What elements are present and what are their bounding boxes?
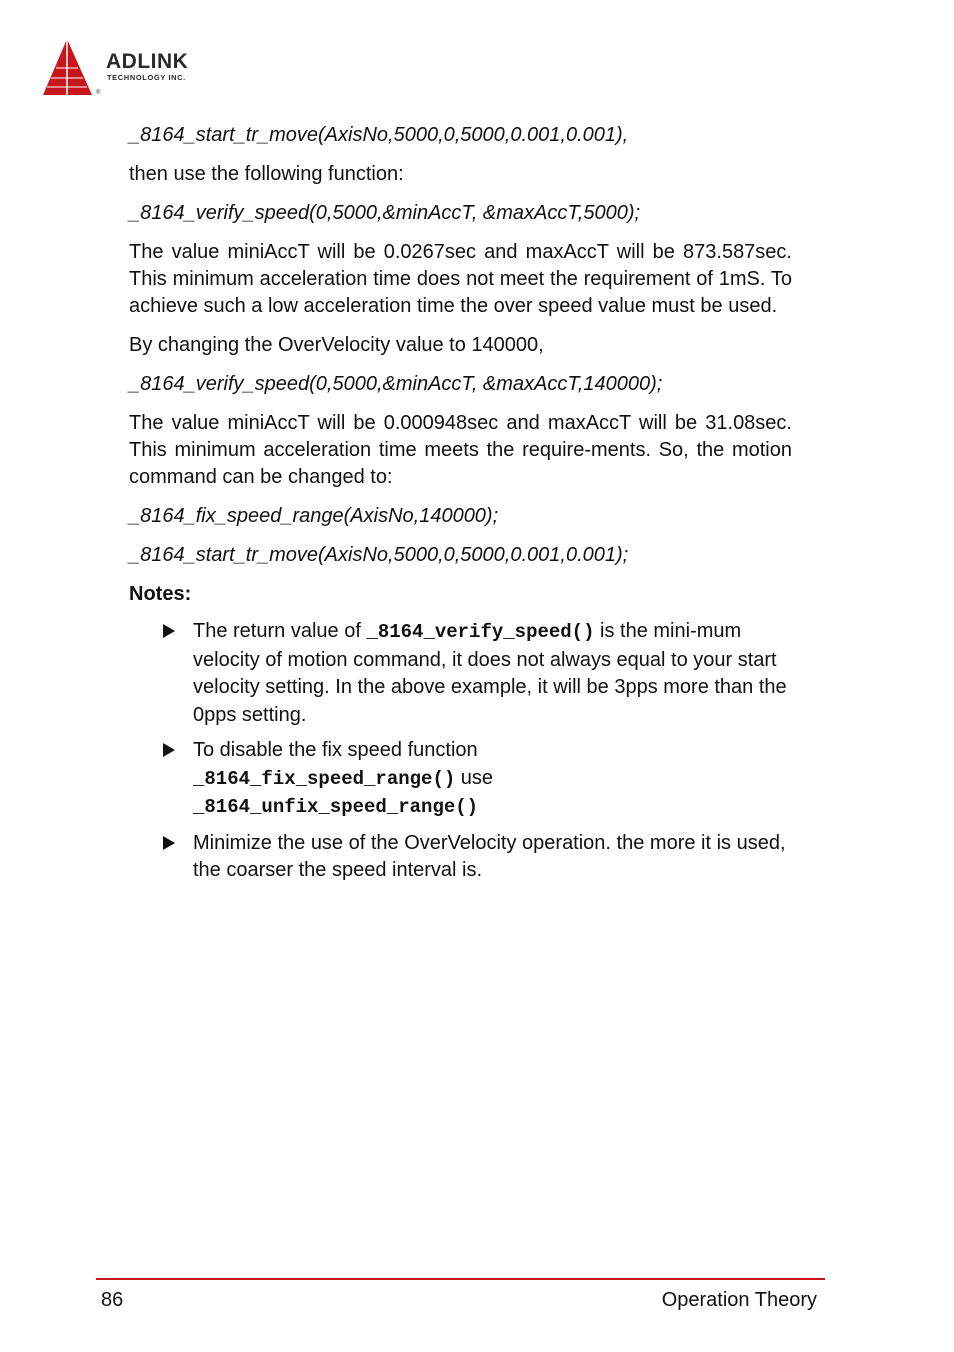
list-item (193, 618, 792, 729)
note-1-code: _8164_verify_speed() (366, 621, 595, 643)
code-verify-speed-140000: _8164_verify_speed(0,5000,&minAccT, &maxAccT,140000); (129, 373, 663, 395)
code-verify-speed-5000: _8164_verify_speed(0,5000,&minAccT, &maxAccT,5000); (129, 202, 641, 224)
list-item (193, 830, 792, 885)
main-content (129, 122, 792, 893)
note-1-suffix: is the mini-mum velocity of motion command, it does not always equal to your start velocity setting. In the above example, it will be 3pps more than the 0pps setting. (193, 620, 787, 726)
code-fix-speed-range: _8164_fix_speed_range(AxisNo,140000); (129, 505, 499, 527)
footer-divider (96, 1278, 825, 1280)
paragraph-changing-overvelocity: By changing the OverVelocity value to 140000, (129, 334, 544, 356)
note-2-middle: use (455, 766, 494, 789)
paragraph-value-result-2: The value miniAccT will be 0.000948sec and maxAccT will be 31.08sec. This minimum acceleration time meets the require-ments. So, the motion command can be changed to: (129, 412, 792, 488)
triangle-bullet-icon (163, 743, 175, 757)
notes-heading: Notes: (129, 583, 192, 605)
note-1-prefix: The return value of (193, 620, 367, 642)
paragraph-value-result-1: The value miniAccT will be 0.0267sec and maxAccT will be 873.587sec. This minimum acceleration time does not meet the requirement of 1mS. To achieve such a low acceleration time the over speed value must be used. (129, 241, 792, 317)
code-start-tr-move: _8164_start_tr_move(AxisNo,5000,0,5000,0.001,0.001); (129, 544, 629, 566)
note-3-text: Minimize the use of the OverVelocity operation. the more it is used, the coarser the speed interval is. (193, 831, 786, 881)
triangle-bullet-icon (163, 624, 175, 638)
registered-mark: ® (96, 90, 101, 96)
notes-list (129, 618, 792, 885)
note-2-prefix: To disable the fix speed function (193, 739, 478, 761)
paragraph-then: then use the following function: (129, 163, 404, 185)
footer-section-title: Operation Theory (661, 1289, 817, 1311)
logo-tagline-text: TECHNOLOGY INC. (107, 73, 186, 82)
logo-brand-text: ADLINK (106, 50, 189, 73)
note-2-code-fix: _8164_fix_speed_range() (193, 767, 456, 790)
code-start-tr-move-intro: _8164_start_tr_move(AxisNo,5000,0,5000,0.001,0.001), (129, 124, 629, 146)
note-2-code-unfix: _8164_unfix_speed_range() (193, 796, 479, 818)
list-item (193, 737, 792, 822)
triangle-bullet-icon (163, 836, 175, 850)
page-number: 86 (101, 1289, 124, 1311)
